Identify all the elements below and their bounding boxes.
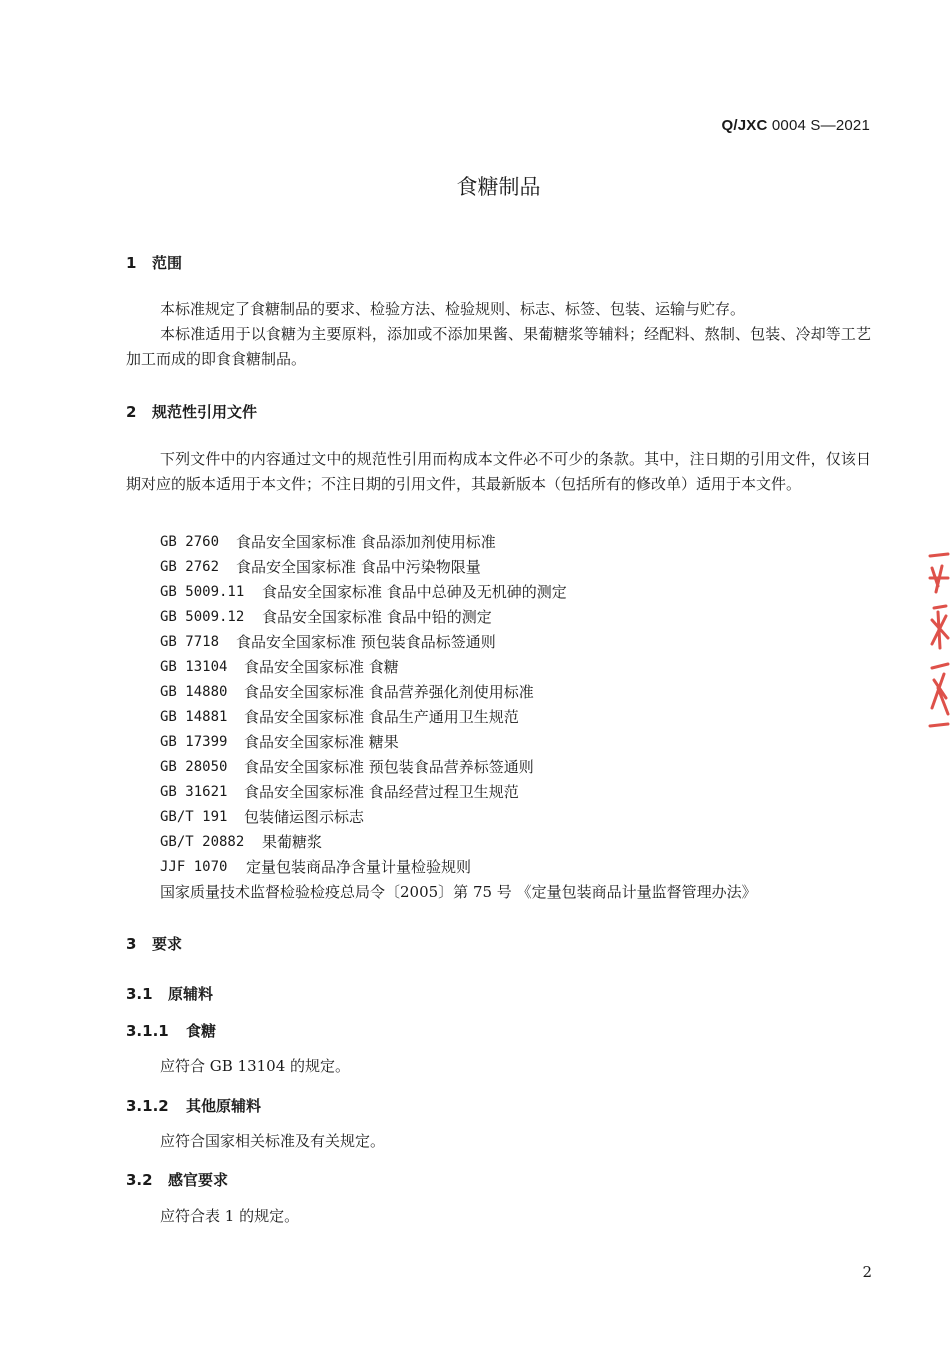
reference-title: 食品安全国家标准 预包装食品营养标签通则 [244, 758, 534, 776]
reference-item [160, 805, 757, 830]
reference-item [160, 630, 757, 655]
reference-item [160, 580, 757, 605]
section-3-1-1-heading: 3.1.1 食糖 [126, 1022, 217, 1040]
reference-title: 食品安全国家标准 食品中铅的测定 [262, 608, 492, 626]
reference-code: GB 2762 [160, 559, 220, 575]
reference-title: 食品安全国家标准 食糖 [244, 658, 399, 676]
reference-item [160, 855, 757, 880]
reference-code: GB 17399 [160, 734, 228, 750]
seal-stamp-icon [926, 548, 950, 738]
reference-item [160, 655, 757, 680]
section-2-paragraph: 下列文件中的内容通过文中的规范性引用而构成本文件必不可少的条款。其中，注日期的引用文件，仅该日期对应的版本适用于本文件；不注日期的引用文件，其最新版本（包括所有的修改单）适用于本文件。 [126, 450, 871, 493]
document-code: Q/JXC 0004 S—2021 [721, 117, 870, 134]
section-3-1-1-paragraph: 应符合 GB 13104 的规定。 [160, 1057, 351, 1075]
reference-title: 食品安全国家标准 预包装食品标签通则 [236, 633, 496, 651]
reference-code: GB 2760 [160, 534, 220, 550]
reference-title: 食品安全国家标准 糖果 [244, 733, 399, 751]
section-3-heading: 3 要求 [126, 935, 183, 953]
section-1-heading: 1 范围 [126, 254, 183, 272]
reference-code: GB 5009.11 [160, 584, 245, 600]
reference-title: 食品安全国家标准 食品添加剂使用标准 [236, 533, 496, 551]
section-3-1-heading: 3.1 原辅料 [126, 985, 214, 1003]
section-2-heading: 2 规范性引用文件 [126, 403, 258, 421]
reference-list [160, 530, 757, 905]
page-number: 2 [862, 1263, 872, 1281]
reference-code: GB 31621 [160, 784, 228, 800]
reference-code: GB 7718 [160, 634, 220, 650]
reference-title: 食品安全国家标准 食品生产通用卫生规范 [244, 708, 519, 726]
reference-code: GB/T 191 [160, 809, 228, 825]
reference-code: GB 5009.12 [160, 609, 245, 625]
reference-title: 果葡糖浆 [262, 833, 323, 851]
reference-item [160, 755, 757, 780]
reference-title: 食品安全国家标准 食品经营过程卫生规范 [244, 783, 519, 801]
reference-item [160, 830, 757, 855]
reference-item [160, 680, 757, 705]
reference-item [160, 605, 757, 630]
reference-title: 食品安全国家标准 食品中总砷及无机砷的测定 [262, 583, 567, 601]
reference-code: GB 28050 [160, 759, 228, 775]
section-3-1-2-paragraph: 应符合国家相关标准及有关规定。 [160, 1132, 386, 1150]
reference-code: GB/T 20882 [160, 834, 245, 850]
section-1-paragraph-2: 本标准适用于以食糖为主要原料，添加或不添加果酱、果葡糖浆等辅料；经配料、熬制、包装、冷却等工艺加工而成的即食食糖制品。 [126, 325, 871, 368]
reference-item [160, 555, 757, 580]
reference-code: GB 14880 [160, 684, 228, 700]
reference-title: 食品安全国家标准 食品营养强化剂使用标准 [244, 683, 534, 701]
section-1-paragraph-1: 本标准规定了食糖制品的要求、检验方法、检验规则、标志、标签、包装、运输与贮存。 [160, 300, 746, 318]
reference-code: JJF 1070 [160, 859, 228, 875]
document-title: 食糖制品 [456, 175, 541, 199]
reference-title: 包装储运图示标志 [244, 808, 365, 826]
reference-title: 食品安全国家标准 食品中污染物限量 [236, 558, 481, 576]
section-3-2-paragraph: 应符合表 1 的规定。 [160, 1207, 300, 1225]
reference-item [160, 705, 757, 730]
reference-item-regulation: 国家质量技术监督检验检疫总局令〔2005〕第 75 号 《定量包装商品计量监督管理办法》 [160, 883, 757, 901]
reference-item [160, 730, 757, 755]
reference-item [160, 780, 757, 805]
reference-code: GB 13104 [160, 659, 228, 675]
reference-title: 定量包装商品净含量计量检验规则 [246, 858, 472, 876]
section-3-1-2-heading: 3.1.2 其他原辅料 [126, 1097, 262, 1115]
reference-code: GB 14881 [160, 709, 228, 725]
section-3-2-heading: 3.2 感官要求 [126, 1171, 229, 1189]
reference-item [160, 530, 757, 555]
